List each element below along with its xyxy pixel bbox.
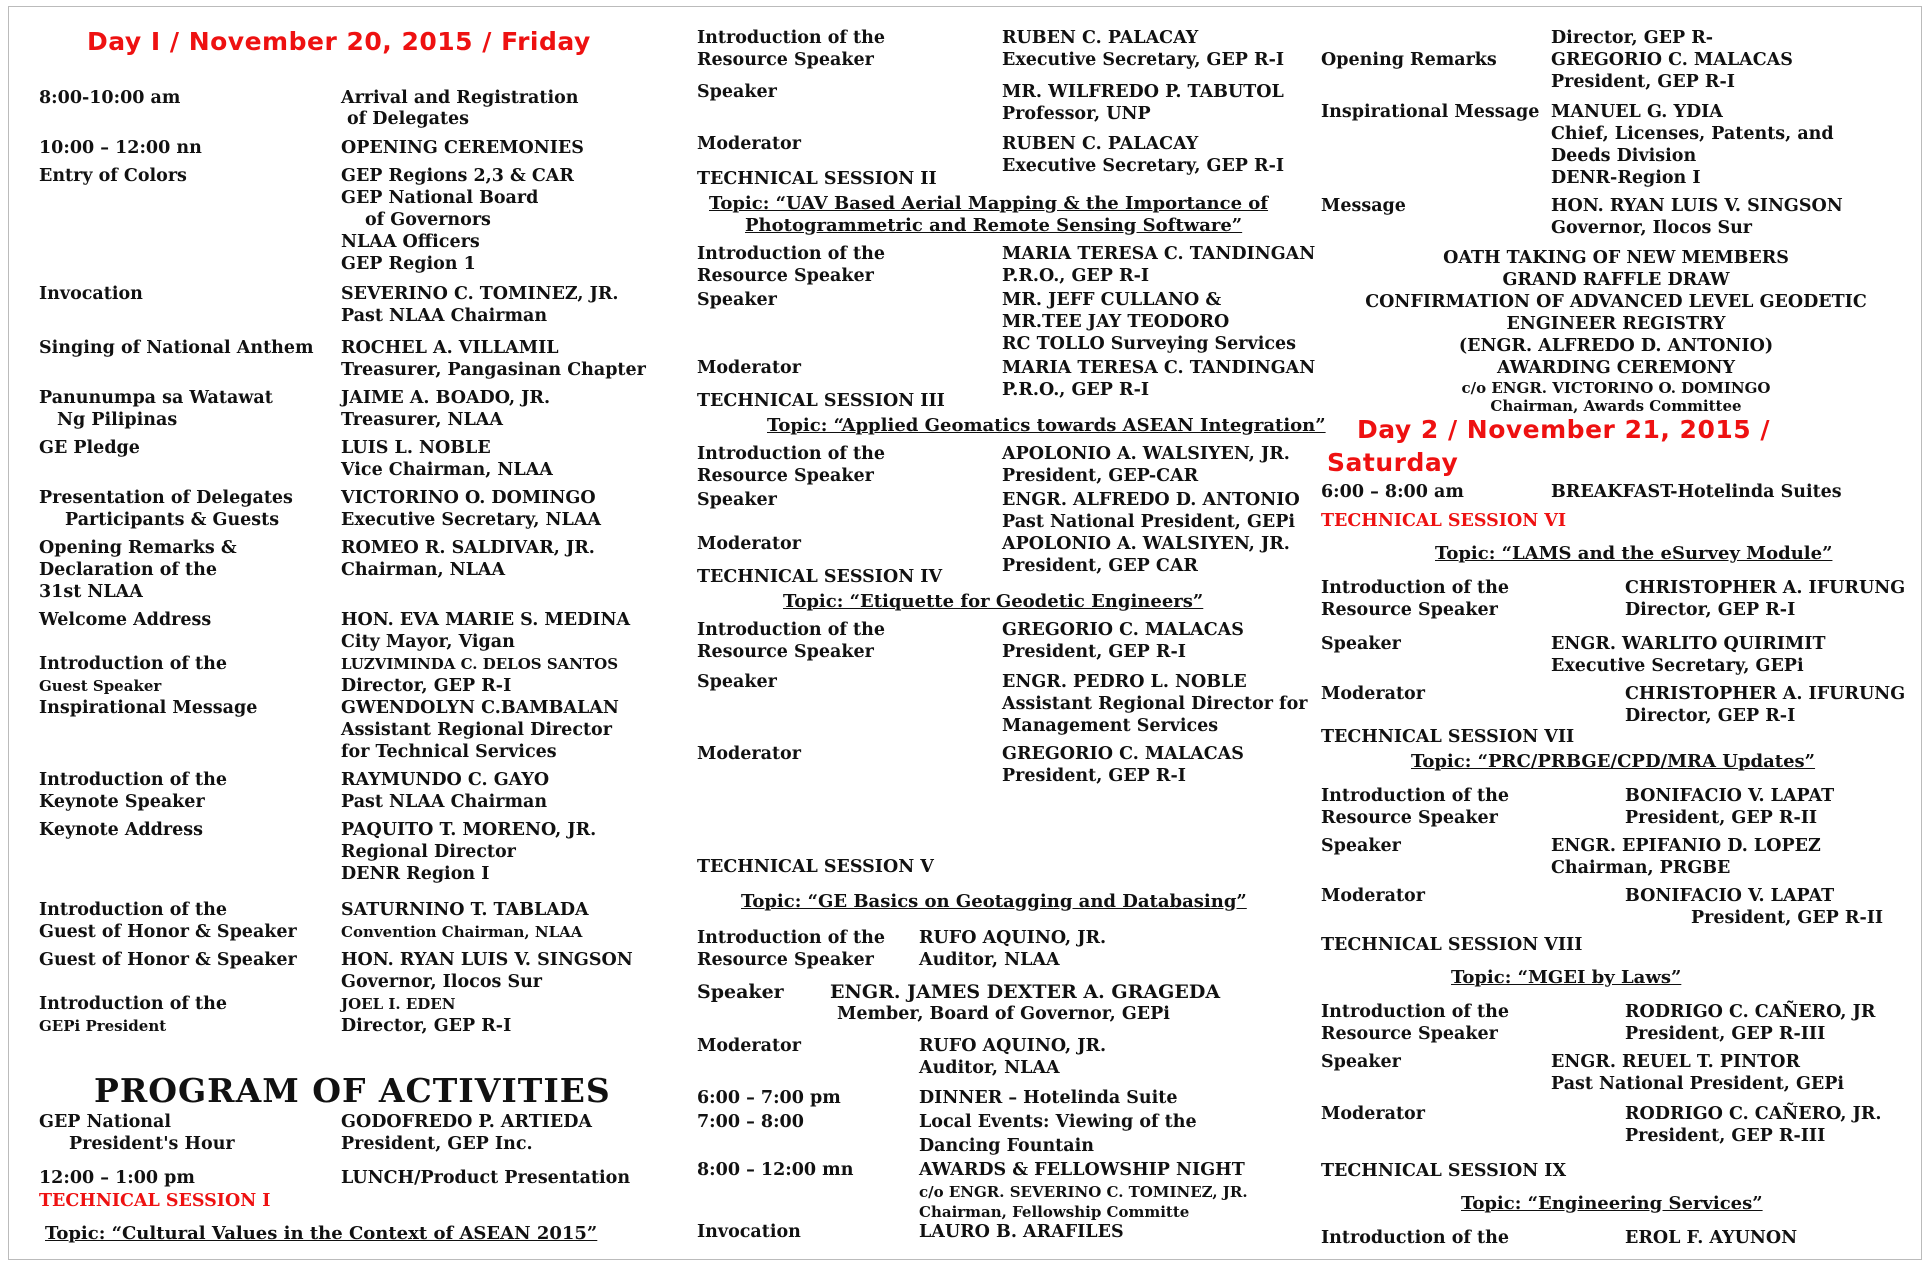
- topic-session-2b: Photogrammetric and Remote Sensing Software”: [745, 215, 1243, 236]
- row-value: President, GEP CAR: [1002, 556, 1198, 576]
- row-value: Director, GEP R-I: [341, 676, 512, 696]
- row-value: of Delegates: [347, 109, 470, 129]
- row-value: ENGR. PEDRO L. NOBLE: [1002, 672, 1247, 692]
- row-value: Deeds Division: [1551, 146, 1697, 166]
- row-label: Opening Remarks: [1321, 50, 1497, 70]
- row-value: Past National President, GEPi: [1002, 512, 1296, 532]
- row-value: Chairman, NLAA: [341, 560, 506, 580]
- row-label: GE Pledge: [39, 438, 140, 458]
- day2-heading-line2: Saturday: [1327, 448, 1459, 477]
- row-value: Assistant Regional Director for: [1002, 694, 1308, 714]
- ceremony-note: Chairman, Awards Committee: [1490, 397, 1742, 415]
- row-value: Director, GEP R-I: [1625, 600, 1796, 620]
- row-label: Participants & Guests: [65, 510, 280, 530]
- topic-session-2a: Topic: “UAV Based Aerial Mapping & the Importance of: [709, 193, 1269, 214]
- row-value: VICTORINO O. DOMINGO: [341, 488, 596, 508]
- day2-heading-line1: Day 2 / November 21, 2015 /: [1357, 415, 1770, 444]
- row-value: Director, GEP R-: [1551, 28, 1714, 48]
- row-value: Past NLAA Chairman: [341, 306, 548, 326]
- day1-heading: Day I / November 20, 2015 / Friday: [87, 27, 591, 56]
- row-value: DINNER – Hotelinda Suite: [919, 1088, 1178, 1108]
- row-value: MARIA TERESA C. TANDINGAN: [1002, 358, 1316, 378]
- row-value: Assistant Regional Director: [341, 720, 612, 740]
- row-label: Speaker: [697, 82, 777, 102]
- row-label: Message: [1321, 196, 1406, 216]
- row-label: 31st NLAA: [39, 582, 143, 602]
- technical-session-2: TECHNICAL SESSION II: [697, 169, 937, 189]
- row-value: Auditor, NLAA: [919, 1058, 1060, 1078]
- topic-session-7: Topic: “PRC/PRBGE/CPD/MRA Updates”: [1411, 751, 1816, 772]
- row-label: Introduction of the: [39, 770, 227, 790]
- row-value: DENR-Region I: [1551, 168, 1701, 188]
- row-label: Keynote Address: [39, 820, 203, 840]
- technical-session-1: TECHNICAL SESSION I: [39, 1191, 271, 1211]
- row-label: Speaker: [697, 672, 777, 692]
- row-value: c/o ENGR. SEVERINO C. TOMINEZ, JR.: [919, 1183, 1248, 1201]
- ceremony-item: CONFIRMATION OF ADVANCED LEVEL GEODETIC: [1365, 292, 1867, 312]
- row-value: RUBEN C. PALACAY: [1002, 28, 1199, 48]
- row-value: CHRISTOPHER A. IFURUNG: [1625, 684, 1906, 704]
- row-label: Moderator: [697, 1036, 801, 1056]
- row-value: GWENDOLYN C.BAMBALAN: [341, 698, 619, 718]
- row-value: P.R.O., GEP R-I: [1002, 380, 1150, 400]
- row-label: Moderator: [697, 358, 801, 378]
- row-value: Executive Secretary, GEPi: [1551, 656, 1804, 676]
- row-label: Introduction of the: [697, 620, 885, 640]
- row-label: Introduction of the: [1321, 786, 1509, 806]
- row-value: HON. RYAN LUIS V. SINGSON: [341, 950, 633, 970]
- technical-session-7: TECHNICAL SESSION VII: [1321, 727, 1575, 747]
- row-value: Management Services: [1002, 716, 1219, 736]
- row-value: HON. RYAN LUIS V. SINGSON: [1551, 196, 1843, 216]
- row-label: Invocation: [39, 284, 143, 304]
- ceremony-item: GRAND RAFFLE DRAW: [1502, 270, 1730, 290]
- row-value: MR. WILFREDO P. TABUTOL: [1002, 82, 1284, 102]
- row-value: President, GEP R-III: [1625, 1126, 1826, 1146]
- row-value: APOLONIO A. WALSIYEN, JR.: [1002, 444, 1290, 464]
- row-label: Speaker: [697, 490, 777, 510]
- row-label: Introduction of the: [697, 28, 885, 48]
- row-value: RAYMUNDO C. GAYO: [341, 770, 550, 790]
- row-value: APOLONIO A. WALSIYEN, JR.: [1002, 534, 1290, 554]
- row-value: Chief, Licenses, Patents, and: [1551, 124, 1834, 144]
- row-value: GEP Regions 2,3 & CAR: [341, 166, 574, 186]
- row-label: Entry of Colors: [39, 166, 187, 186]
- topic-session-5: Topic: “GE Basics on Geotagging and Databasing”: [741, 891, 1247, 912]
- row-value: Director, GEP R-I: [1625, 706, 1796, 726]
- row-label: Resource Speaker: [697, 466, 874, 486]
- row-value: SATURNINO T. TABLADA: [341, 900, 589, 920]
- row-label: Resource Speaker: [697, 50, 874, 70]
- row-value: President, GEP R-I: [1002, 642, 1186, 662]
- technical-session-5: TECHNICAL SESSION V: [697, 857, 934, 877]
- ceremony-item: OATH TAKING OF NEW MEMBERS: [1443, 248, 1789, 268]
- row-label: Speaker: [1321, 1052, 1401, 1072]
- row-value: RODRIGO C. CAÑERO, JR: [1625, 1002, 1876, 1022]
- row-value: Chairman, Fellowship Committe: [919, 1203, 1190, 1221]
- row-label: Introduction of the: [39, 900, 227, 920]
- row-label: Speaker: [1321, 634, 1401, 654]
- row-label: Introduction of the: [1321, 1002, 1509, 1022]
- row-value: Convention Chairman, NLAA: [341, 923, 583, 941]
- row-value: Governor, Ilocos Sur: [1551, 218, 1753, 238]
- row-label: Introduction of the: [39, 654, 227, 674]
- row-value: Director, GEP R-I: [341, 1016, 512, 1036]
- row-label: Resource Speaker: [1321, 808, 1498, 828]
- row-label: Keynote Speaker: [39, 792, 205, 812]
- row-label: Ng Pilipinas: [57, 410, 178, 430]
- row-value: CHRISTOPHER A. IFURUNG: [1625, 578, 1906, 598]
- row-value: President, GEP R-II: [1691, 908, 1884, 928]
- technical-session-9: TECHNICAL SESSION IX: [1321, 1161, 1567, 1181]
- row-value: LUZVIMINDA C. DELOS SANTOS: [341, 655, 619, 673]
- row-label: 8:00 – 12:00 mn: [697, 1160, 854, 1180]
- row-value: DENR Region I: [341, 864, 490, 884]
- row-value: RC TOLLO Surveying Services: [1002, 334, 1296, 354]
- row-label: Resource Speaker: [697, 950, 874, 970]
- row-value: BONIFACIO V. LAPAT: [1625, 886, 1835, 906]
- row-value: Local Events: Viewing of the: [919, 1112, 1197, 1132]
- row-value: Treasurer, NLAA: [341, 410, 503, 430]
- row-value: LUIS L. NOBLE: [341, 438, 491, 458]
- row-value: Executive Secretary, NLAA: [341, 510, 601, 530]
- row-value: JAIME A. BOADO, JR.: [341, 388, 551, 408]
- row-value: OPENING CEREMONIES: [341, 138, 584, 158]
- row-value: NLAA Officers: [341, 232, 480, 252]
- row-value: MR. JEFF CULLANO &: [1002, 290, 1222, 310]
- row-value: Arrival and Registration: [341, 88, 579, 108]
- row-value: RUBEN C. PALACAY: [1002, 134, 1199, 154]
- row-value: President, GEP R-II: [1625, 808, 1818, 828]
- row-label: Resource Speaker: [697, 642, 874, 662]
- row-value: LAURO B. ARAFILES: [919, 1222, 1124, 1242]
- row-value: HON. EVA MARIE S. MEDINA: [341, 610, 631, 630]
- row-value: GREGORIO C. MALACAS: [1002, 744, 1244, 764]
- row-label: Introduction of the: [1321, 1228, 1509, 1248]
- row-label: Resource Speaker: [697, 266, 874, 286]
- row-label: Moderator: [1321, 886, 1425, 906]
- row-value: Chairman, PRGBE: [1551, 858, 1731, 878]
- program-page: Day I / November 20, 2015 / Friday 8:00-10:00 am Arrival and Registration of Delegates 10:00 – 12:00 nn OPENING CEREMONIES Entry of Colors GEP Regions 2,3 & CAR GEP National Board of Governors NLAA Officers GEP Region 1 Invocation SEVERINO C. TOMINEZ, JR. Past NLAA Chairman Singing of National Anthem ROCHEL A. VILLAMIL Treasurer, Pangasinan Chapter Panunumpa sa Watawat JAIME A. BOADO, JR. Ng Pilipinas Treasurer, NLAA GE Pledge LUIS L. NOBLE Vice Chairman, NLAA Presentation of Delegates VICTORINO O. DOMINGO Participants & Guests Executive Secretary, NLAA Opening Remarks & ROMEO R. SALDIVAR, JR. Declaration of the Chairman, NLAA 31st NLAA Welcome Address HON. EVA MARIE S. MEDINA City Mayor, Vigan Introduction of the LUZVIMINDA C. DELOS SANTOS Guest Speaker Director, GEP R-I Inspirational Message GWENDOLYN C.BAMBALAN Assistant Regional Director for Technical Services Introduction of the RAYMUNDO C. GAYO Keynote Speaker Past NLAA Chairman Keynote Address PAQUITO T. MORENO, JR. Regional Director DENR Region I Introduction of the SATURNINO T. TABLADA Guest of Honor & Speaker Convention Chairman, NLAA Guest of Honor & Speaker HON. RYAN LUIS V. SINGSON Governor, Ilocos Sur Introduction of the JOEL I. EDEN GEPi President Director, GEP R-I PROGRAM OF ACTIVITIES GEP National GODOFREDO P. ARTIEDA President's Hour President, GEP Inc. 12:00 – 1:00 pm LUNCH/Product Presentation TECHNICAL SESSION I Topic: “Cultural Values in the Context of ASEAN 2015” Introduction of the RUBEN C. PALACAY Resource Speaker Executive Secretary, GEP R-I Speaker MR. WILFREDO P. TABUTOL Professor, UNP Moderator RUBEN C. PALACAY Executive Secretary, GEP R-I TECHNICAL SESSION II Topic: “UAV Based Aerial Mapping & the Importance of Photogrammetric and Remote Sensing Software” Introduction of the MARIA TERESA C. TANDINGAN Resource Speaker P.R.O., GEP R-I Speaker MR. JEFF CULLANO & MR.TEE JAY TEODORO RC TOLLO Surveying Services Moderator MARIA TERESA C. TANDINGAN P.R.O., GEP R-I TECHNICAL SESSION III Topic: “Applied Geomatics towards ASEAN Integration” Introduction of the APOLONIO A. WALSIYEN, JR. Resource Speaker President, GEP-CAR Speaker ENGR. ALFREDO D. ANTONIO Past National President, GEPi Moderator APOLONIO A. WALSIYEN, JR. President, GEP CAR TECHNICAL SESSION IV Topic: “Etiquette for Geodetic Engineers” Introduction of the GREGORIO C. MALACAS Resource Speaker President, GEP R-I Speaker ENGR. PEDRO L. NOBLE Assistant Regional Director for Management Services Moderator GREGORIO C. MALACAS President, GEP R-I TECHNICAL SESSION V Topic: “GE Basics on Geotagging and Databasing” Introduction of the RUFO AQUINO, JR. Resource Speaker Auditor, NLAA Speaker ENGR. JAMES DEXTER A. GRAGEDA Member, Board of Governor, GEPi Moderator RUFO AQUINO, JR. Auditor, NLAA 6:00 – 7:00 pm DINNER – Hotelinda Suite 7:00 – 8:00 Local Events: Viewing of the Dancing Fountain 8:00 – 12:00 mn AWARDS & FELLOWSHIP NIGHT c/o ENGR. SEVERINO C. TOMINEZ, JR. Chairman, Fellowship Committe Invocation LAURO B. ARAFILES Director, GEP R- Opening Remarks GREGORIO C. MALACAS President, GEP R-I Inspirational Message MANUEL G. YDIA Chief, Licenses, Patents, and Deeds Division DENR-Region I Message HON. RYAN LUIS V. SINGSON Governor, Ilocos Sur OATH TAKING OF NEW MEMBERS GRAND RAFFLE DRAW CONFIRMATION OF ADVANCED LEVEL GEODETIC ENGINEER REGISTRY (ENGR. ALFREDO D. ANTONIO) AWARDING CEREMONY c/o ENGR. VICTORINO O. DOMINGO Chairman, Awards Committee Day 2 / November 21, 2015 / Saturday 6:00 – 8:00 am BREAKFAST-Hotelinda Suites TECHNICAL SESSION VI Topic: “LAMS and the eSurvey Module” Introduction of the CHRISTOPHER A. IFURUNG Resource Speaker Director, GEP R-I Speaker ENGR. WARLITO QUIRIMIT Executive Secretary, GEPi Moderator CHRISTOPHER A. IFURUNG Director, GEP R-I TECHNICAL SESSION VII Topic: “PRC/PRBGE/CPD/MRA Updates” Introduction of the BONIFACIO V. LAPAT Resource Speaker President, GEP R-II Speaker ENGR. EPIFANIO D. LOPEZ Chairman, PRGBE Moderator BONIFACIO V. LAPAT President, GEP R-II TECHNICAL SESSION VIII Topic: “MGEI by Laws” Introduction of the RODRIGO C. CAÑERO, JR Resource Speaker President, GEP R-III Speaker ENGR. REUEL T. PINTOR Past National President, GEPi Moderator RODRIGO C. CAÑERO, JR. President, GEP R-III TECHNICAL SESSION IX Topic: “Engineering Services” Introduction of the EROL F. AYUNON: [8, 6, 1922, 1260]
- topic-session-9: Topic: “Engineering Services”: [1461, 1193, 1763, 1214]
- row-value: ENGR. EPIFANIO D. LOPEZ: [1551, 836, 1821, 856]
- row-label: Guest Speaker: [39, 677, 162, 695]
- row-label: Invocation: [697, 1222, 801, 1242]
- row-label: 8:00-10:00 am: [39, 88, 181, 108]
- row-value: ENGR. WARLITO QUIRIMIT: [1551, 634, 1826, 654]
- row-value: ROCHEL A. VILLAMIL: [341, 338, 559, 358]
- ceremony-item: (ENGR. ALFREDO D. ANTONIO): [1458, 336, 1774, 356]
- row-label: Moderator: [1321, 1104, 1425, 1124]
- row-value: Governor, Ilocos Sur: [341, 972, 543, 992]
- row-label: Singing of National Anthem: [39, 338, 314, 358]
- row-label: Introduction of the: [697, 244, 885, 264]
- row-value: EROL F. AYUNON: [1625, 1228, 1798, 1248]
- row-label: 7:00 – 8:00: [697, 1112, 804, 1132]
- row-value: Executive Secretary, GEP R-I: [1002, 50, 1285, 70]
- row-value: GREGORIO C. MALACAS: [1551, 50, 1793, 70]
- technical-session-6: TECHNICAL SESSION VI: [1321, 511, 1567, 531]
- row-value: President, GEP R-III: [1625, 1024, 1826, 1044]
- row-value: JOEL I. EDEN: [341, 995, 456, 1013]
- topic-session-6: Topic: “LAMS and the eSurvey Module”: [1435, 543, 1833, 564]
- row-value: ROMEO R. SALDIVAR, JR.: [341, 538, 595, 558]
- row-value: RUFO AQUINO, JR.: [919, 928, 1107, 948]
- row-value: of Governors: [365, 210, 491, 230]
- row-value: Executive Secretary, GEP R-I: [1002, 156, 1285, 176]
- row-label: Introduction of the: [697, 928, 885, 948]
- row-label: Resource Speaker: [1321, 600, 1498, 620]
- row-value: Treasurer, Pangasinan Chapter: [341, 360, 646, 380]
- row-value: Dancing Fountain: [919, 1136, 1094, 1156]
- ceremony-item: AWARDING CEREMONY: [1496, 358, 1735, 378]
- row-label: GEPi President: [39, 1017, 167, 1035]
- row-value: RUFO AQUINO, JR.: [919, 1036, 1107, 1056]
- row-label: Inspirational Message: [1321, 102, 1540, 122]
- row-value: GREGORIO C. MALACAS: [1002, 620, 1244, 640]
- row-value: for Technical Services: [341, 742, 557, 762]
- row-value: ENGR. REUEL T. PINTOR: [1551, 1052, 1800, 1072]
- row-value: President, GEP R-I: [1002, 766, 1186, 786]
- row-label: Panunumpa sa Watawat: [39, 388, 273, 408]
- row-value: SEVERINO C. TOMINEZ, JR.: [341, 284, 619, 304]
- technical-session-3: TECHNICAL SESSION III: [697, 391, 945, 411]
- row-value: AWARDS & FELLOWSHIP NIGHT: [919, 1160, 1245, 1180]
- technical-session-4: TECHNICAL SESSION IV: [697, 567, 943, 587]
- technical-session-8: TECHNICAL SESSION VIII: [1321, 935, 1583, 955]
- row-label: Moderator: [697, 534, 801, 554]
- row-label: Introduction of the: [1321, 578, 1509, 598]
- row-label: Opening Remarks &: [39, 538, 237, 558]
- row-label: Welcome Address: [39, 610, 212, 630]
- row-value: Auditor, NLAA: [919, 950, 1060, 970]
- row-value: PAQUITO T. MORENO, JR.: [341, 820, 597, 840]
- topic-session-4: Topic: “Etiquette for Geodetic Engineers”: [783, 591, 1204, 612]
- row-label: Declaration of the: [39, 560, 217, 580]
- row-value: P.R.O., GEP R-I: [1002, 266, 1150, 286]
- row-value: Regional Director: [341, 842, 516, 862]
- row-value: GEP National Board: [341, 188, 539, 208]
- ceremony-note: c/o ENGR. VICTORINO O. DOMINGO: [1461, 379, 1771, 397]
- row-value: MANUEL G. YDIA: [1551, 102, 1723, 122]
- row-label: Presentation of Delegates: [39, 488, 293, 508]
- row-label: Inspirational Message: [39, 698, 258, 718]
- ceremony-item: ENGINEER REGISTRY: [1506, 314, 1726, 334]
- row-label: Moderator: [697, 134, 801, 154]
- row-value: MARIA TERESA C. TANDINGAN: [1002, 244, 1316, 264]
- row-value: President, GEP R-I: [1551, 72, 1735, 92]
- row-label: Introduction of the: [39, 994, 227, 1014]
- topic-session-3: Topic: “Applied Geomatics towards ASEAN Integration”: [767, 415, 1326, 436]
- row-label: Moderator: [1321, 684, 1425, 704]
- topic-session-8: Topic: “MGEI by Laws”: [1451, 967, 1682, 988]
- row-label: 6:00 – 7:00 pm: [697, 1088, 841, 1108]
- row-value: GEP Region 1: [341, 254, 476, 274]
- row-value: President, GEP-CAR: [1002, 466, 1199, 486]
- row-value: Past National President, GEPi: [1551, 1074, 1845, 1094]
- row-label: Resource Speaker: [1321, 1024, 1498, 1044]
- row-value: MR.TEE JAY TEODORO: [1002, 312, 1230, 332]
- row-label: Introduction of the: [697, 444, 885, 464]
- row-value: BONIFACIO V. LAPAT: [1625, 786, 1835, 806]
- row-label: 10:00 – 12:00 nn: [39, 138, 202, 158]
- row-label: Moderator: [697, 744, 801, 764]
- row-label: Guest of Honor & Speaker: [39, 922, 297, 942]
- row-value: Vice Chairman, NLAA: [341, 460, 553, 480]
- row-value: Past NLAA Chairman: [341, 792, 548, 812]
- row-value: City Mayor, Vigan: [341, 632, 515, 652]
- topic-session-1: Topic: “Cultural Values in the Context of ASEAN 2015”: [45, 1223, 598, 1244]
- row-value: Professor, UNP: [1002, 104, 1151, 124]
- row-label: Speaker: [1321, 836, 1401, 856]
- row-label: Speaker: [697, 290, 777, 310]
- row-value: RODRIGO C. CAÑERO, JR.: [1625, 1104, 1882, 1124]
- program-title: PROGRAM OF ACTIVITIES: [94, 1071, 611, 1110]
- row-value: ENGR. ALFREDO D. ANTONIO: [1002, 490, 1300, 510]
- row-label: Guest of Honor & Speaker: [39, 950, 297, 970]
